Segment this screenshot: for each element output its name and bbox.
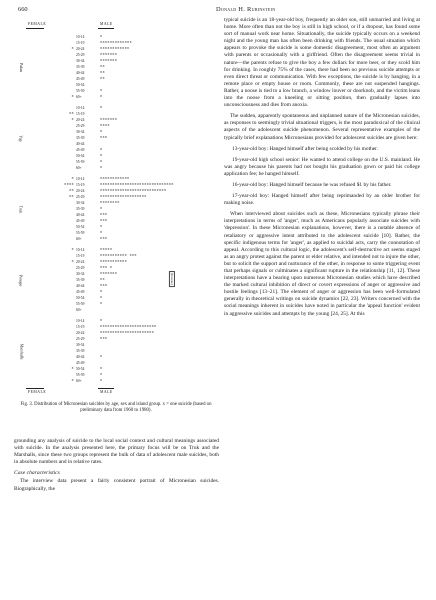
age-label: 25-29 <box>76 195 85 199</box>
male-tally: x <box>100 290 103 294</box>
figure-3 <box>14 20 224 402</box>
male-tally: x <box>100 225 103 229</box>
age-row <box>14 236 224 242</box>
male-tally: x <box>100 367 103 371</box>
age-label: 15-19 <box>76 183 85 187</box>
case-example-2: 19-year-old high school senior: He wanted to attend college on the U.S. mainland. He was angry because his parents had not bought his graduation gown or paid his college application fee; he hanged himself. <box>224 156 420 177</box>
male-tally: xxx <box>100 337 108 341</box>
male-header-rule <box>98 28 114 29</box>
age-label: 25-29 <box>76 124 85 128</box>
age-label: 35-39 <box>76 207 85 211</box>
male-tally: xxxxxxx <box>100 59 118 63</box>
age-label: 10-14 <box>76 35 85 39</box>
male-tally: x <box>100 35 103 39</box>
age-label: 20-24 <box>76 47 85 51</box>
male-tally: x <box>100 130 103 134</box>
age-label: 55-59 <box>76 302 85 306</box>
male-column-label: MALE <box>100 22 113 26</box>
male-tally: xxxxxxx <box>100 272 118 276</box>
age-label: 40-44 <box>76 284 85 288</box>
age-label: 15-19 <box>76 254 85 258</box>
figure-group <box>14 105 224 171</box>
male-tally: x <box>100 355 103 359</box>
male-tally: xxxxxxxxxxxxx <box>100 41 132 45</box>
left-paragraph-2: The interview data present a fairly consistent portrait of Micronesian suicides. Biographically, the <box>14 478 219 492</box>
male-tally: xxxxxxxxxxx xxx <box>100 254 137 258</box>
age-label: 60+ <box>76 379 82 383</box>
figure-group <box>14 34 224 100</box>
female-tally: x <box>71 118 74 122</box>
right-column-text <box>224 17 420 597</box>
age-label: 20-24 <box>76 331 85 335</box>
left-column-text <box>14 438 219 497</box>
age-label: 35-39 <box>76 349 85 353</box>
male-tally: xxx x <box>100 266 113 270</box>
case-example-1: 13-year-old boy: Hanged himself after being scolded by his mother. <box>232 145 378 152</box>
age-label: 30-34 <box>76 343 85 347</box>
male-tally: xxxxxxxxxxxxxxxxxxxxxxxxxxxxxx <box>100 183 174 187</box>
male-tally: xxxxxxxxxxxxxxxxxxxxxxxxxxx <box>100 189 167 193</box>
age-label: 35-39 <box>76 65 85 69</box>
age-label: 55-59 <box>76 373 85 377</box>
female-column-label: FEMALE <box>28 22 47 26</box>
age-label: 60+ <box>76 166 82 170</box>
male-tally: x <box>100 207 103 211</box>
age-label: 10-14 <box>76 177 85 181</box>
age-label: 25-29 <box>76 266 85 270</box>
male-tally: xxxxxxx <box>100 118 118 122</box>
female-tally: xxxx <box>64 183 74 187</box>
male-tally: xxxxx <box>100 248 113 252</box>
age-row <box>14 165 224 171</box>
page-number: 660 <box>18 6 28 13</box>
female-tally: x <box>71 47 74 51</box>
female-tally: x <box>71 379 74 383</box>
age-label: 40-44 <box>76 142 85 146</box>
age-label: 15-19 <box>76 112 85 116</box>
age-label: 20-24 <box>76 189 85 193</box>
female-header-rule <box>26 28 44 29</box>
male-tally: x <box>100 95 103 99</box>
age-label: 10-14 <box>76 248 85 252</box>
age-row <box>14 307 224 313</box>
age-label: 30-34 <box>76 272 85 276</box>
age-label: 10-14 <box>76 106 85 110</box>
age-label: 55-59 <box>76 231 85 235</box>
age-label: 35-39 <box>76 278 85 282</box>
group-name-text: Palau <box>18 63 24 72</box>
male-tally: xx <box>100 278 105 282</box>
age-label: 60+ <box>76 237 82 241</box>
age-label: 40-44 <box>76 355 85 359</box>
male-tally: x <box>100 296 103 300</box>
right-paragraph-2: The sudden, apparently spontaneous and unplanned nature of the Micronesian suicides, as responses to seemingly trivial situational triggers, is the most paradoxical of the clinical aspects of the adolescent suicide phenomenon. Several representative examples of the typically brief explanations Micronesians provided for adolescent suicides are given here: <box>224 113 420 141</box>
age-label: 45-49 <box>76 290 85 294</box>
female-tally: xx <box>69 195 74 199</box>
male-footer-rule <box>98 388 114 389</box>
male-tally: xxx <box>100 219 108 223</box>
age-label: 50-54 <box>76 154 85 158</box>
male-tally: x <box>100 148 103 152</box>
age-label: 50-54 <box>76 367 85 371</box>
group-annotation <box>164 273 180 285</box>
age-label: 50-54 <box>76 225 85 229</box>
male-tally: xx <box>100 71 105 75</box>
age-label: 20-24 <box>76 260 85 264</box>
age-row <box>14 378 224 384</box>
age-label: 45-49 <box>76 219 85 223</box>
female-tally: x <box>71 95 74 99</box>
male-tally: x <box>100 231 103 235</box>
age-label: 35-39 <box>76 136 85 140</box>
male-tally: xx <box>100 65 105 69</box>
right-paragraph-1: typical suicide is an 18-year-old boy, frequently an older son, still unmarried and living at home. More often than not the boy is still in high school, or if a dropout, has found some sort of manual work near home. Situationally, the suicide typically occurs on a weekend night and the young man has often been drinking with friends. The usual situation which appears to provoke the suicide is some domestic disagreement, most often an argument with parents or occasionally with a girlfriend. Often the disagreement seems trivial in nature—the parents refuse to give the boy a few dollars for more beer, or they scold him for drinking. In roughly 75% of the cases, there had been no previous suicide attempts or even direct threat or communication. With few exceptions, the suicide is by hanging, in a remote place or empty house or room. Commonly, these are not suspended hangings. Rather, a noose is tied to a low branch, a window louver or doorknob, and the victim leans into the noose from a kneeling or sitting position, then gradually lapses into unconsciousness and dies from anoxia. <box>224 17 420 109</box>
male-tally: x <box>100 106 103 110</box>
age-label: 45-49 <box>76 361 85 365</box>
male-tally: xxx <box>100 237 108 241</box>
case-example-3: 16-year-old boy: Hanged himself because he was refused $1 by his father. <box>232 181 392 188</box>
age-label: 40-44 <box>76 213 85 217</box>
male-tally: xxxxxxxxxxx <box>100 260 128 264</box>
male-tally: x <box>100 379 103 383</box>
male-column-label-bottom: MALE <box>100 390 113 394</box>
female-tally: x <box>71 248 74 252</box>
age-label: 60+ <box>76 308 82 312</box>
male-tally: x <box>100 319 103 323</box>
figure-group <box>14 176 224 242</box>
male-tally: xxxxxxxxxxxxxxxxxxxxxx <box>100 331 155 335</box>
figure-group <box>14 247 224 313</box>
figure-group <box>14 318 224 384</box>
age-label: 55-59 <box>76 160 85 164</box>
left-paragraph-1: grounding any analysis of suicide to the local social context and cultural meanings associated with suicide. In the analysis presented here, the primary focus will be on Truk and the Marshalls, since these two groups represent the bulk of data of adolescent male suicides, both in absolute numbers and in relative rates. <box>14 438 219 466</box>
female-tally: xx <box>69 189 74 193</box>
male-tally: xxx <box>100 284 108 288</box>
age-label: 10-14 <box>76 319 85 323</box>
section-heading: Case characteristics <box>14 470 60 477</box>
age-label: 60+ <box>76 95 82 99</box>
figure-caption: Fig. 3. Distribution of Micronesian suicides by age, sex and island group. x = one suicide (based on preliminary data from 1960 to 1980). <box>20 402 212 413</box>
female-column-label-bottom: FEMALE <box>28 390 47 394</box>
right-paragraph-3: When interviewed about suicides such as these, Micronesians typically phrase their interpretations in terms of 'anger', much as Americans popularly associate suicides with 'depression'. In these Micronesian explanations, however, there is a notable absence of retaliatory or aggressive intent attributed to the adolescent suicide [10]. Rather, the specific indigenous terms for 'anger', as applied to suicidal acts, carry the connotation of appeal. According to this cultural logic, the adolescent's self-destructive act seems staged as an angry protest against the parent or elder relative, and intended not to injure the other, but to solicit the support and nurturance of the other, in response to some triggering event that perhaps signals or culminates a significant rupture in the relationship [11, 12]. These interpretations have a bearing upon numerous Micronesian studies which have described the marked cultural inhibition of direct or covert expressions of anger or aggressive and hostile feelings [13–21]. The element of anger or aggression has been well-formulated generally in theoretical writings on suicide dynamics [22, 23]. Writers concerned with the social meanings inherent in suicides have noted in particular the 'appeal function' evident in aggressive suicides and attempts by the young [24, 25]. At this <box>224 211 420 317</box>
male-tally: x <box>100 166 103 170</box>
male-tally: xxxxxxxxxxxx <box>100 177 130 181</box>
age-label: 50-54 <box>76 83 85 87</box>
male-tally: xxx <box>100 136 108 140</box>
male-tally: xxxxxxxxxxxxxxxxxxx <box>100 195 147 199</box>
age-label: 40-44 <box>76 71 85 75</box>
male-tally: xx <box>100 77 105 81</box>
age-label: 20-24 <box>76 118 85 122</box>
male-tally: xxxx <box>100 124 110 128</box>
male-tally: x <box>100 154 103 158</box>
age-label: 30-34 <box>76 130 85 134</box>
male-tally: x <box>100 373 103 377</box>
group-name-text: Ponape <box>18 274 24 287</box>
female-tally: x <box>71 260 74 264</box>
case-example-4: 17-year-old boy: Hanged himself after being reprimanded by an older brother for making noise. <box>224 193 420 207</box>
age-label: 45-49 <box>76 77 85 81</box>
group-name-text: Truk <box>18 205 24 214</box>
male-tally: x <box>100 89 103 93</box>
male-tally: xxx <box>100 213 108 217</box>
age-label: 45-49 <box>76 148 85 152</box>
age-label: 30-34 <box>76 201 85 205</box>
age-label: 55-59 <box>76 89 85 93</box>
female-tally: xx <box>69 112 74 116</box>
age-label: 15-19 <box>76 41 85 45</box>
female-tally: x <box>71 367 74 371</box>
group-annotation-text: (Kosrae) <box>169 273 174 285</box>
male-tally: xxxxxxxx <box>100 201 120 205</box>
female-footer-rule <box>26 388 44 389</box>
male-tally: xxxxxxx <box>100 53 118 57</box>
age-label: 30-34 <box>76 59 85 63</box>
male-tally: x <box>100 160 103 164</box>
age-label: 15-19 <box>76 325 85 329</box>
age-label: 25-29 <box>76 337 85 341</box>
male-tally: x <box>100 302 103 306</box>
age-label: 25-29 <box>76 53 85 57</box>
female-tally: x <box>71 177 74 181</box>
male-tally: xxxxxxxxxxxx <box>100 47 130 51</box>
age-label: 50-54 <box>76 296 85 300</box>
male-tally: xxxxxxxxxxxxxxxxxxxxxxx <box>100 325 157 329</box>
age-row <box>14 94 224 100</box>
group-name-text: Marshalls <box>19 343 25 360</box>
group-name-text: Yap <box>18 135 24 142</box>
running-author: Donald H. Rubinstein <box>216 6 276 13</box>
